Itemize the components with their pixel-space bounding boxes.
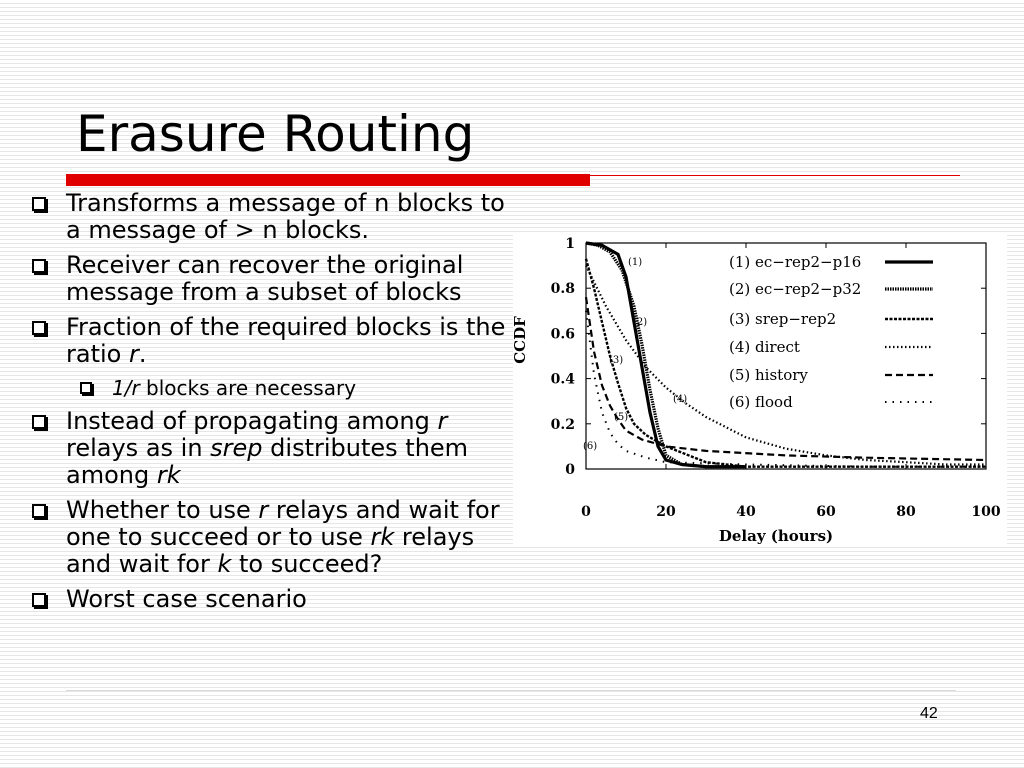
y-axis-label: CCDF — [511, 316, 529, 364]
y-tick-label: 0.8 — [550, 281, 575, 298]
x-tick-label: 0 — [581, 504, 591, 520]
legend-entry: (6) flood — [729, 393, 793, 411]
sub-bullet-item — [28, 376, 518, 400]
series-label: (4) — [673, 394, 688, 405]
bullet-italic-text: r — [128, 340, 139, 368]
series-label: (1) — [628, 257, 643, 268]
title-accent-bar — [66, 174, 590, 186]
bullet-italic-text: 1/r — [112, 376, 140, 400]
bullet-item — [28, 190, 518, 244]
bullet-text: . — [138, 340, 147, 368]
legend-entry: (1) ec−rep2−p16 — [729, 253, 862, 271]
bullet-italic-text: r — [437, 407, 448, 435]
series-label: (3) — [609, 355, 624, 366]
slide-title: Erasure Routing — [76, 105, 475, 163]
y-tick-label: 0.4 — [550, 371, 575, 388]
checkbox-bullet-icon — [32, 593, 46, 607]
legend-entry: (4) direct — [729, 338, 800, 356]
legend-entry: (2) ec−rep2−p32 — [729, 280, 862, 298]
legend-entry: (3) srep−rep2 — [729, 310, 837, 328]
bullet-italic-text: r — [258, 496, 269, 524]
legend-entry: (5) history — [729, 366, 808, 384]
series-label: (6) — [583, 441, 598, 452]
bullet-italic-text: rk — [370, 523, 395, 551]
bullet-text: relays as in — [66, 434, 211, 462]
checkbox-bullet-icon — [32, 321, 46, 335]
bullet-item — [28, 586, 518, 613]
checkbox-bullet-icon — [32, 415, 46, 429]
bullet-text: Fraction of the required blocks is the ratio — [66, 313, 506, 368]
x-tick-label: 60 — [816, 504, 836, 520]
bullet-text: Whether to use — [66, 496, 259, 524]
bullet-text: blocks are necessary — [139, 376, 357, 400]
title-rule — [590, 175, 960, 176]
bullet-text: Instead of propagating among — [66, 407, 438, 435]
x-axis-label: Delay (hours) — [718, 527, 834, 545]
bullet-text: relays and wait for one to succeed or to use — [66, 496, 500, 551]
ccdf-chart — [513, 232, 1007, 544]
plot-frame — [586, 243, 986, 469]
bullet-item — [28, 252, 518, 306]
chart-svg — [513, 232, 1007, 544]
page-number: 42 — [920, 705, 938, 722]
bullet-list — [28, 190, 518, 621]
bullet-text: Transforms a message of n blocks to a message of > n blocks. — [66, 189, 505, 244]
x-tick-label: 100 — [971, 504, 1001, 520]
x-tick-label: 80 — [896, 504, 916, 520]
checkbox-bullet-icon — [32, 504, 46, 518]
bullet-italic-text: rk — [156, 461, 181, 489]
bullet-item — [28, 408, 518, 489]
bullet-text: relays and wait for — [66, 523, 475, 578]
y-tick-label: 1 — [565, 236, 575, 252]
y-tick-label: 0.2 — [550, 416, 575, 433]
checkbox-bullet-icon — [32, 197, 46, 211]
bullet-text: to succeed? — [231, 550, 383, 578]
bullet-italic-text: srep — [210, 434, 263, 462]
checkbox-bullet-icon — [32, 259, 46, 273]
series-label: (5) — [614, 412, 629, 423]
series-label: (2) — [633, 317, 648, 328]
footer-rule — [66, 690, 956, 691]
y-tick-label: 0.6 — [550, 326, 575, 343]
bullet-item — [28, 497, 518, 578]
x-tick-label: 40 — [736, 504, 756, 520]
bullet-item — [28, 314, 518, 368]
bullet-text: Worst case scenario — [66, 585, 307, 613]
y-tick-label: 0 — [565, 462, 575, 478]
x-tick-label: 20 — [656, 504, 676, 520]
bullet-italic-text: k — [217, 550, 232, 578]
checkbox-bullet-icon — [80, 382, 92, 394]
bullet-text: Receiver can recover the original message from a subset of blocks — [66, 251, 464, 306]
bullet-text: distributes them among — [66, 434, 469, 489]
